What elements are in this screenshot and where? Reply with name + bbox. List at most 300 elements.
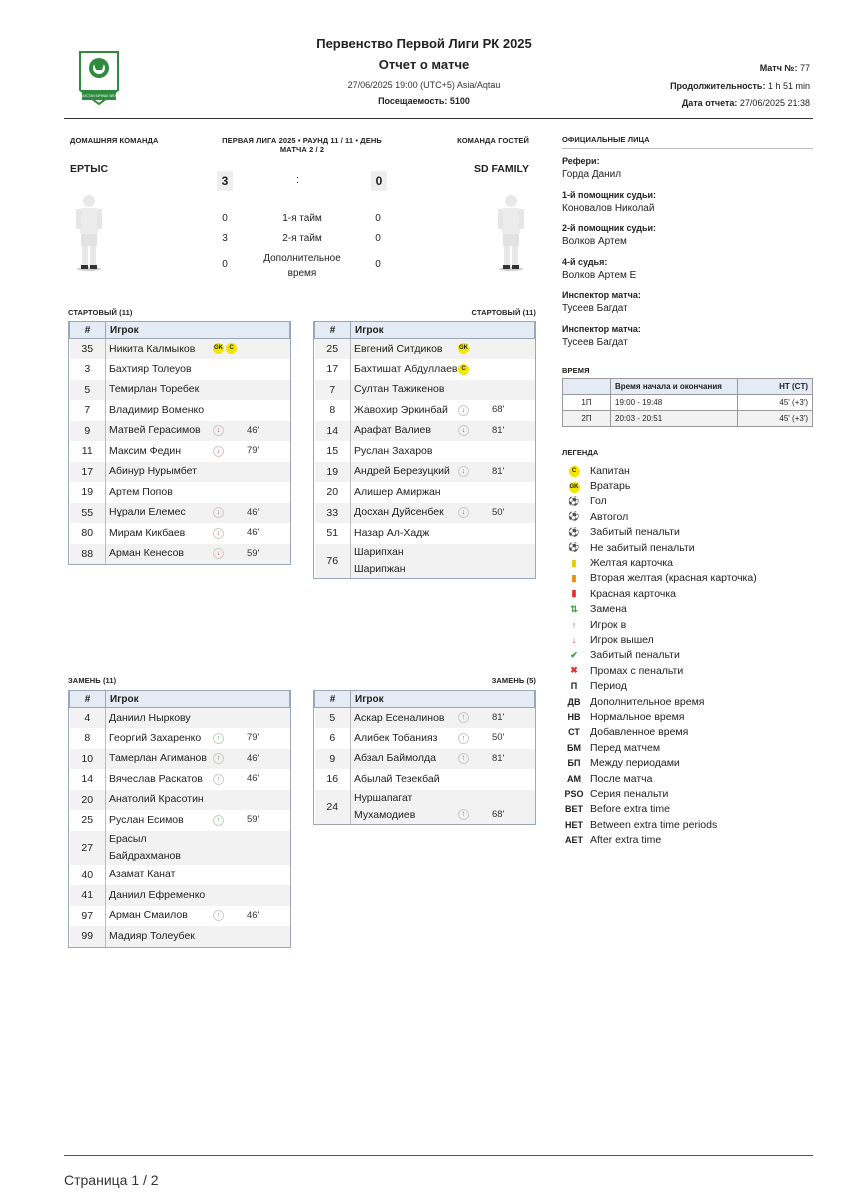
home-team-name: ЕРТЫС [70,163,109,175]
player-row [315,708,535,729]
extra-away: 0 [375,259,381,270]
player-badges [458,752,492,764]
player-name: Алишер Амиржан [354,485,441,498]
player-in-icon: ↑ [213,815,224,826]
substitution-minute: 81' [492,465,505,477]
player-number: 20 [315,482,351,503]
official-entry [562,190,813,224]
official-name: Горда Данил [562,169,622,180]
abbr-icon: БП [567,758,581,769]
player-name: Султан Тажикенов [354,383,445,396]
logo-text: КАЗАХСТАН БІРІНШІ ЛИГАСЫ [76,94,122,98]
time-table [562,378,813,427]
player-number: 9 [315,749,351,770]
player-in-icon: ↑ [571,619,577,630]
player-row [70,462,290,483]
player-in-icon: ↑ [213,753,224,764]
legend-item [562,602,813,617]
player-badges [458,712,492,724]
player-name: Даниил Ныркову [109,711,191,724]
substitution-minute: 59' [247,814,260,826]
player-name: Евгений Ситдиков [354,342,443,355]
abbr-icon: БМ [567,742,581,753]
player-row [315,339,535,360]
player-out-icon: ↓ [571,634,577,645]
player-row [315,400,535,421]
player-row [70,831,290,865]
player-name: Жавохир Эркинбай [354,403,448,416]
player-row [315,380,535,401]
legend-item [562,494,813,509]
col-player-header: Игрок [351,322,535,339]
player-badges [213,773,247,785]
player-number: 5 [315,708,351,729]
player-out-icon: ↓ [458,507,469,518]
player-name: Бахтияр Толеуов [109,362,192,375]
player-row [315,769,535,790]
player-row [70,926,290,947]
player-name: Руслан Есимов [109,813,184,826]
legend-label: Between extra time periods [590,818,718,831]
player-badges [213,445,247,457]
officials-divider [562,148,813,149]
substitution-minute: 68' [492,809,505,821]
player-name: Арман Смаилов [109,909,188,922]
match-number: Матч №: 77 [759,63,810,73]
officials-list [562,156,813,357]
legend-item [562,709,813,724]
official-entry [562,257,813,291]
legend-list [562,463,813,848]
player-row [70,885,290,906]
legend-item [562,555,813,570]
red-card-icon: ▮ [571,588,577,599]
abbr-icon: ДВ [567,696,581,707]
abbr-icon: СТ [568,727,580,738]
player-in-icon: ↑ [458,809,469,820]
abbr-icon: HET [565,819,583,830]
legend-label: Автогол [590,510,629,523]
player-row [70,790,290,811]
player-name: Мирам Кикбаев [109,526,186,539]
goal-icon: ⚽ [568,495,580,506]
player-row [315,523,535,544]
player-row [315,421,535,442]
player-number: 88 [70,544,106,565]
legend-item [562,694,813,709]
time-row: 2П 20:03 - 20:51 45' (+3') [563,411,813,427]
legend-item [562,648,813,663]
substitution-minute: 50' [492,732,505,744]
home-kit-icon [74,192,104,272]
attendance: Посещаемость: 5100 [378,96,470,106]
player-name: Бахтишат Абдуллаев [354,362,458,375]
player-name: Владимир Воменко [109,403,205,416]
official-role: Инспектор матча: [562,290,641,300]
player-row [70,749,290,770]
legend-item [562,832,813,847]
legend-item [562,786,813,801]
substitution-minute: 79' [247,732,260,744]
player-badges [213,343,247,355]
col-number-header: # [70,691,106,708]
player-out-icon: ↓ [213,425,224,436]
legend-item [562,540,813,555]
player-row [70,482,290,503]
player-name: Аскар Есеналинов [354,711,445,724]
period1-home: 0 [222,213,228,224]
official-entry [562,156,813,190]
own-goal-icon: ⚽ [568,511,580,522]
legend-label: Между периодами [590,757,680,770]
abbr-icon: AET [565,835,583,846]
player-number: 35 [70,339,106,360]
player-name: Андрей Березуцкий [354,465,450,478]
legend-label: Капитан [590,464,630,477]
legend-item [562,678,813,693]
official-role: 2-й помощник судьи: [562,223,657,233]
abbr-icon: П [570,681,578,692]
legend-label: Before extra time [590,803,670,816]
player-number: 14 [70,769,106,790]
legend-label: После матча [590,772,653,785]
player-number: 97 [70,906,106,927]
player-number: 16 [315,769,351,790]
player-badges [213,732,247,744]
match-duration: Продолжительность: 1 h 51 min [670,81,810,91]
substitution-minute: 46' [247,752,260,764]
player-row [70,906,290,927]
player-number: 40 [70,865,106,886]
player-out-icon: ↓ [458,425,469,436]
player-number: 27 [70,831,106,865]
player-row [70,339,290,360]
player-row [315,544,535,578]
report-date: Дата отчета: 27/06/2025 21:38 [681,98,810,108]
player-out-icon: ↓ [213,446,224,457]
penalty-check-icon: ✔ [570,649,578,660]
player-row [70,544,290,565]
away-team-name: SD FAMILY [473,163,529,175]
player-badges [213,424,247,436]
player-in-icon: ↑ [458,753,469,764]
time-row: 1П 19:00 - 19:48 45' (+3') [563,395,813,411]
player-name: Алибек Тобанияз [354,731,438,744]
player-row [315,749,535,770]
away-starting-table [313,321,536,579]
player-in-icon: ↑ [213,910,224,921]
home-score: 3 [217,171,233,191]
substitution-minute: 46' [247,506,260,518]
player-row [70,503,290,524]
player-badges [213,547,247,559]
player-out-icon: ↓ [213,548,224,559]
legend-label: Период [590,680,627,693]
legend-item [562,632,813,647]
abbr-icon: PSO [564,788,584,799]
official-role: 4-й судья: [562,256,608,267]
official-role: 1-й помощник судьи: [562,189,657,200]
captain-badge-icon: C [226,343,237,354]
legend-label: Нормальное время [590,710,685,723]
player-badges [213,752,247,764]
time-title: ВРЕМЯ [562,366,590,375]
legend-item [562,663,813,678]
player-number: 8 [70,728,106,749]
player-number: 24 [315,790,351,824]
player-number: 7 [315,380,351,401]
player-number: 25 [70,810,106,831]
officials-title: ОФИЦИАЛЬНЫЕ ЛИЦА [562,135,650,144]
legend-item [562,771,813,786]
player-name: Назар Ал-Хадж [354,526,430,539]
period2-home: 3 [222,233,228,244]
player-out-icon: ↓ [458,466,469,477]
col-player-header: Игрок [106,691,290,708]
player-in-icon: ↑ [458,733,469,744]
match-datetime: 27/06/2025 19:00 (UTC+5) Asia/Aqtau [347,80,501,90]
player-name: Абзал Баймолда [354,752,437,765]
footer-divider [64,1155,813,1156]
home-subs-table [68,690,291,948]
captain-icon: C [562,464,586,477]
player-name: Досхан Дуйсенбек [354,506,444,519]
legend-item [562,571,813,586]
legend-item [562,525,813,540]
player-in-icon: ↑ [213,774,224,785]
legend-label: Не забитый пенальти [590,541,695,554]
player-number: 8 [315,400,351,421]
player-number: 19 [315,462,351,483]
penalty-cross-icon: ✖ [570,665,578,676]
extra-label: Дополнительное время [263,253,341,279]
player-row [70,359,290,380]
player-badges [213,506,247,518]
player-number: 10 [70,749,106,770]
player-number: 19 [70,482,106,503]
legend-label: Гол [590,495,607,508]
substitution-minute: 68' [492,404,505,416]
round-info: ПЕРВАЯ ЛИГА 2025 • РАУНД 11 / 11 • ДЕНЬ МАТЧА 2 / 2 [222,136,382,154]
player-name: Мадияр Толеубек [109,929,195,942]
away-starting-title: СТАРТОВЫЙ (11) [471,308,536,317]
legend-label: Красная карточка [590,587,676,600]
legend-label: Добавленное время [590,726,689,739]
period2-away: 0 [375,233,381,244]
legend-label: After extra time [590,834,662,847]
player-badges [458,506,492,518]
player-out-icon: ↓ [213,507,224,518]
official-name: Волков Артем [562,236,627,247]
col-number-header: # [70,322,106,339]
player-badges [458,809,492,821]
home-subs-title: ЗАМЕНЬ (11) [68,676,117,685]
col-number-header: # [315,322,351,339]
player-number: 6 [315,728,351,749]
player-badges [458,404,492,416]
substitution-minute: 79' [247,445,260,457]
legend-item [562,817,813,832]
player-number: 51 [315,523,351,544]
player-name: Матвей Герасимов [109,424,201,437]
legend-item [562,755,813,770]
legend-item [562,740,813,755]
legend-label: Дополнительное время [590,695,705,708]
away-score: 0 [371,171,387,191]
player-row [315,441,535,462]
player-name: Ерасыл Байдрахманов [109,832,181,862]
official-entry [562,290,813,324]
player-number: 14 [315,421,351,442]
player-number: 17 [315,359,351,380]
page-number: Страница 1 / 2 [64,1172,159,1188]
competition-title: Первенство Первой Лиги РК 2025 [316,36,532,51]
player-number: 3 [70,359,106,380]
player-number: 76 [315,544,351,578]
legend-label: Забитый пенальти [590,526,680,539]
player-row [70,810,290,831]
abbr-icon: BET [565,804,583,815]
legend-item [562,802,813,817]
legend-item [562,463,813,478]
official-name: Волков Артем Е [562,269,637,281]
substitution-minute: 46' [247,527,260,539]
player-row [315,482,535,503]
player-row [70,728,290,749]
period2-label: 2-я тайм [282,233,322,244]
player-name: Абинур Нурымбет [109,465,197,478]
legend-label: Игрок в [590,618,627,631]
official-role: Рефери: [562,156,600,166]
goalkeeper-badge-icon: GK [213,343,224,354]
away-subs-title: ЗАМЕНЬ (5) [491,676,536,685]
player-row [70,380,290,401]
player-out-icon: ↓ [458,405,469,416]
player-row [315,359,535,380]
score-separator: : [296,174,300,186]
player-number: 33 [315,503,351,524]
substitution-minute: 50' [492,506,505,518]
player-number: 7 [70,400,106,421]
abbr-icon: АМ [567,773,581,784]
col-player-header: Игрок [106,322,290,339]
official-role: Инспектор матча: [562,323,641,334]
second-yellow-icon: ▮ [571,572,577,583]
legend-label: Вратарь [590,480,631,493]
legend-label: Забитый пенальти [590,649,680,662]
substitution-icon: ⇅ [570,603,578,614]
period1-away: 0 [375,213,381,224]
abbr-icon: НВ [567,711,581,722]
player-name: Никита Калмыков [109,342,196,355]
legend-item [562,725,813,740]
player-badges [458,465,492,477]
player-name: Арман Кенесов [109,547,184,560]
report-title: Отчет о матче [378,57,470,72]
official-name: Коновалов Николай [562,202,655,214]
captain-badge-icon: C [458,364,469,375]
player-number: 15 [315,441,351,462]
goalkeeper-badge-icon: GK [458,343,469,354]
player-row [70,421,290,442]
player-name: Азамат Канат [109,868,176,881]
official-name: Тусеев Багдат [562,303,628,314]
legend-title: ЛЕГЕНДА [562,448,599,457]
legend-label: Перед матчем [590,741,661,754]
player-row [315,728,535,749]
player-number: 9 [70,421,106,442]
penalty-scored-icon: ⚽ [568,526,580,537]
player-badges [213,909,247,921]
official-name: Тусеев Багдат [562,336,628,348]
legend-item [562,617,813,632]
player-name: Нұрали Елемес [109,506,186,519]
player-name: Артем Попов [109,485,173,498]
player-badges [458,732,492,744]
away-subs-table [313,690,536,825]
player-out-icon: ↓ [213,528,224,539]
player-name: Абылай Тезекбай [354,772,440,785]
player-row [70,400,290,421]
player-number: 25 [315,339,351,360]
substitution-minute: 59' [247,547,260,559]
player-in-icon: ↑ [458,712,469,723]
player-badges [458,424,492,436]
player-name: Анатолий Красотин [109,793,204,806]
player-row [70,441,290,462]
player-name: Тамерлан Агиманов [109,752,207,765]
away-team-label: КОМАНДА ГОСТЕЙ [457,136,529,145]
legend-label: Серия пенальти [590,787,669,800]
player-number: 99 [70,926,106,947]
player-row [315,790,535,824]
substitution-minute: 46' [247,424,260,436]
player-badges [458,343,492,355]
player-number: 5 [70,380,106,401]
player-name: Арафат Валиев [354,424,431,437]
legend-label: Игрок вышел [590,633,654,646]
home-team-label: ДОМАШНЯЯ КОМАНДА [70,136,159,145]
official-entry [562,324,813,358]
legend-label: Замена [590,603,627,616]
player-number: 4 [70,708,106,729]
player-row [315,462,535,483]
player-badges [458,363,492,375]
official-entry [562,223,813,257]
extra-home: 0 [222,259,228,270]
legend-item [562,586,813,601]
player-badges [213,527,247,539]
legend-item [562,509,813,524]
yellow-card-icon: ▮ [571,557,577,568]
home-starting-table [68,321,291,565]
player-number: 55 [70,503,106,524]
substitution-minute: 81' [492,712,505,724]
player-row [315,503,535,524]
legend-item [562,478,813,493]
substitution-minute: 81' [492,752,505,764]
player-name: Максим Федин [109,444,182,457]
away-kit-icon [496,192,526,272]
player-badges [213,814,247,826]
player-name: Шарипхан Шарипжан [354,545,406,575]
legend-label: Промах с пенальти [590,664,684,677]
player-number: 80 [70,523,106,544]
player-name: Даниил Ефременко [109,888,206,901]
player-name: Вячеслав Раскатов [109,772,203,785]
col-number-header: # [315,691,351,708]
player-name: Георгий Захаренко [109,731,202,744]
